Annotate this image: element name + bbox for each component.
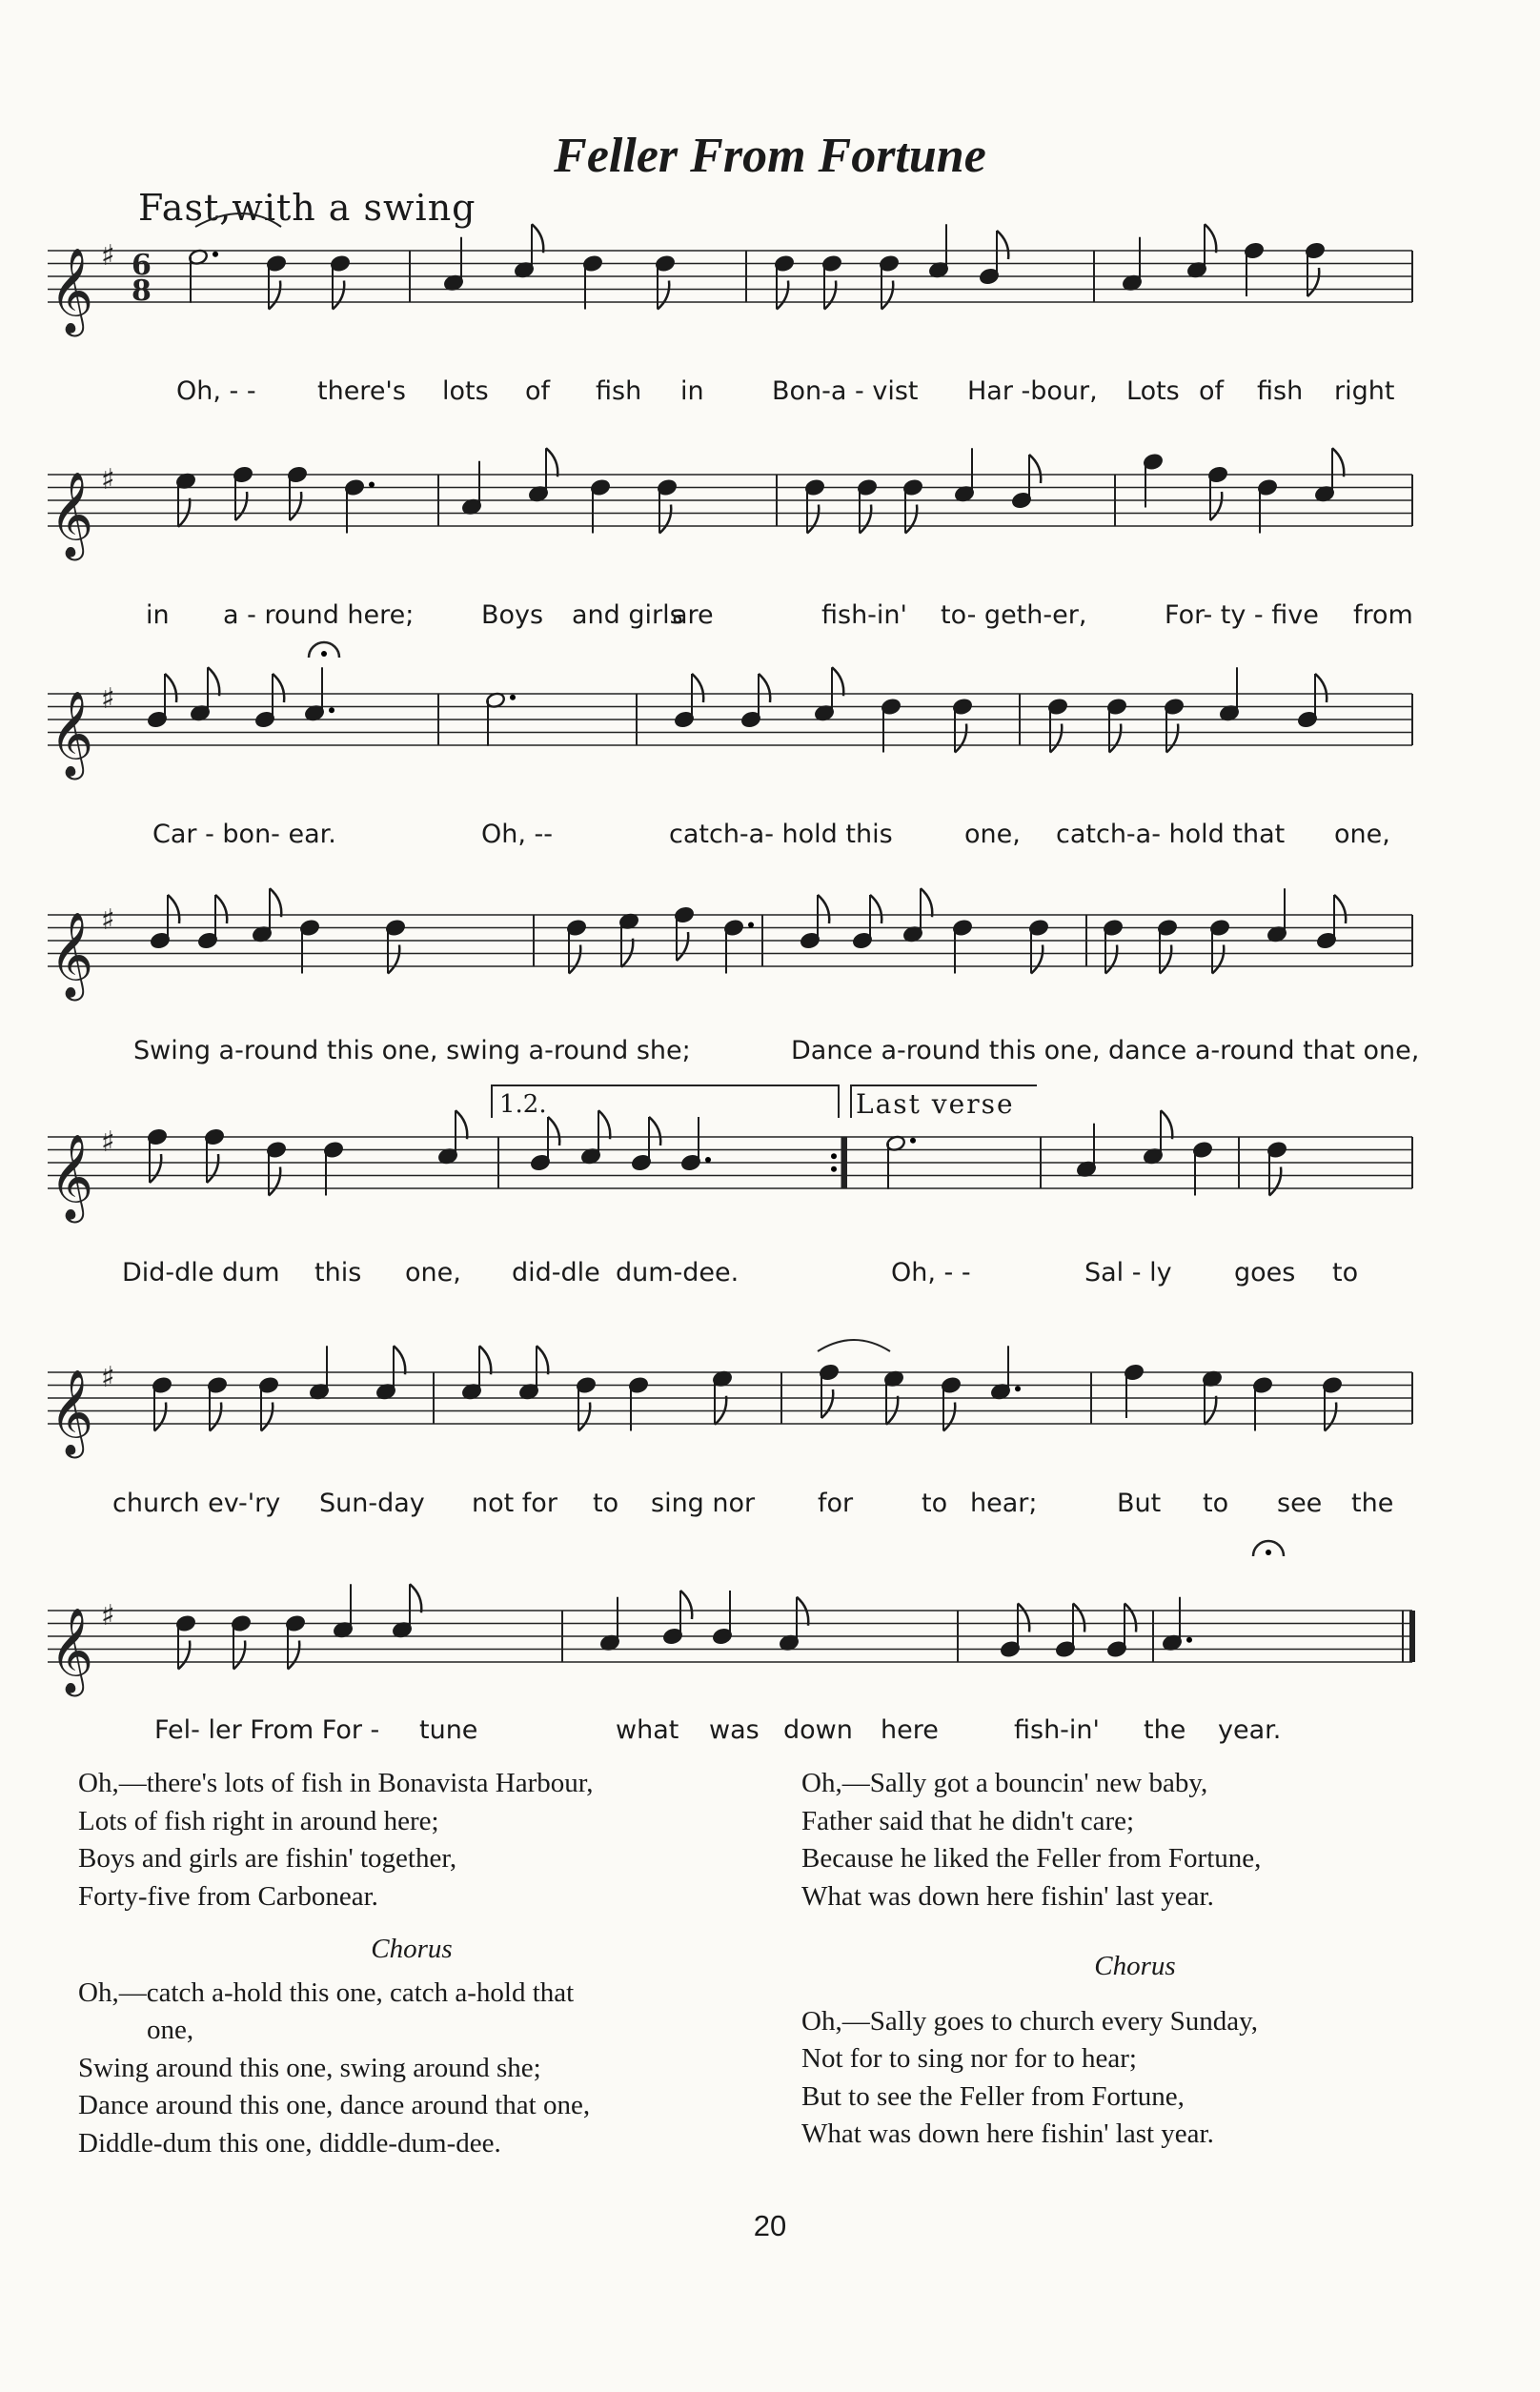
note-flag <box>807 505 819 534</box>
note-flag <box>270 888 281 917</box>
sharp-icon: ♯ <box>101 462 115 497</box>
note-flag <box>537 1346 548 1374</box>
note-flag <box>154 1403 166 1431</box>
lyric-syllable: church ev-'ry <box>112 1489 281 1518</box>
lyric-syllable: Sal - ly <box>1084 1258 1172 1287</box>
note-flag <box>1031 945 1043 974</box>
sharp-icon: ♯ <box>101 238 115 273</box>
treble-clef-icon: 𝄞 <box>50 691 94 777</box>
note-flag <box>905 505 917 534</box>
note-flag <box>290 492 301 520</box>
lyric-syllable: in <box>680 376 704 406</box>
note-flag <box>759 674 770 702</box>
verse-line: Forty-five from Carbonear. <box>78 1880 378 1912</box>
note-flag <box>1073 1604 1084 1632</box>
note-flag <box>215 895 227 923</box>
lyric-syllable: the <box>1351 1489 1394 1518</box>
note-flag <box>288 1641 299 1670</box>
note-flag <box>1125 1604 1136 1632</box>
note-flag <box>921 888 932 917</box>
note-flag <box>273 674 284 702</box>
note-flag <box>821 1389 833 1418</box>
treble-clef-icon: 𝄞 <box>50 912 94 998</box>
lyric-syllable: Oh, - - <box>176 376 256 406</box>
lyric-syllable: did-dle <box>512 1258 600 1287</box>
note-flag <box>881 281 893 310</box>
lyric-syllable: year. <box>1218 1715 1282 1745</box>
note-flag <box>818 895 829 923</box>
lyric-syllable: Sun-day <box>319 1489 425 1518</box>
chorus-line: Not for to sing nor for to hear; <box>801 2043 1137 2074</box>
note-flag <box>479 1346 491 1374</box>
lyric-syllable: Did-dle dum <box>122 1258 280 1287</box>
lyric-syllable: Har -bour, <box>967 376 1098 406</box>
note-flag <box>824 281 836 310</box>
lyric-syllable: for <box>818 1489 854 1518</box>
note-flag <box>394 1346 405 1374</box>
note-flag <box>943 1403 955 1431</box>
note-flag <box>1325 1403 1336 1431</box>
lyric-syllable: not for <box>472 1489 557 1518</box>
note-dot <box>1186 1637 1192 1643</box>
note-flag <box>1212 945 1224 974</box>
sharp-icon: ♯ <box>101 1598 115 1632</box>
note-flag <box>261 1403 273 1431</box>
verse-line: What was down here fishin' last year. <box>801 1880 1214 1912</box>
slur <box>195 213 281 227</box>
note-flag <box>870 895 881 923</box>
chorus-line: Dance around this one, dance around that one, <box>78 2090 591 2120</box>
note-flag <box>1332 448 1344 476</box>
lyric-syllable: Oh, - - <box>891 1258 971 1287</box>
note-dot <box>369 482 375 488</box>
note-dot <box>910 1138 916 1144</box>
song-title: Feller From Fortune <box>554 129 986 183</box>
sharp-icon: ♯ <box>101 902 115 937</box>
note-flag <box>456 1110 467 1139</box>
note-dot <box>510 695 516 700</box>
lyric-syllable: one, <box>405 1258 461 1287</box>
note-flag <box>150 1154 161 1183</box>
note-flag <box>207 1154 218 1183</box>
note-flag <box>388 945 399 974</box>
chorus-label: Chorus <box>1094 1951 1176 1981</box>
verses-right-column <box>801 1765 1469 2154</box>
chorus-line: Oh,—Sally goes to church every Sunday, <box>801 2005 1258 2037</box>
note-flag <box>1210 492 1222 520</box>
lyric-syllable: to <box>1203 1489 1229 1518</box>
lyric-syllable: fish-in' <box>821 600 907 630</box>
treble-clef-icon: 𝄞 <box>50 248 94 334</box>
note-dot <box>748 922 754 928</box>
lyric-syllable: here <box>881 1715 939 1745</box>
lyric-syllable: this <box>314 1258 362 1287</box>
lyric-syllable: in <box>146 600 170 630</box>
lyric-syllable: a - round here; <box>223 600 415 630</box>
tempo-marking: Fast,with a swing <box>138 187 476 229</box>
note-flag <box>1334 895 1346 923</box>
lyric-syllable: from <box>1353 600 1413 630</box>
lyric-syllable: Swing a-round this one, swing a-round she; <box>133 1036 691 1065</box>
note-flag <box>1161 1110 1172 1139</box>
lyric-syllable: tune <box>419 1715 478 1745</box>
note-flag <box>677 932 688 961</box>
lyric-syllable: fish <box>596 376 642 406</box>
note-flag <box>1166 724 1178 753</box>
note-flag <box>165 674 176 702</box>
note-flag <box>955 724 966 753</box>
chorus-line: But to see the Feller from Fortune, <box>801 2080 1185 2112</box>
note-flag <box>210 1403 221 1431</box>
note-flag <box>532 224 543 253</box>
repeat-dot <box>831 1153 837 1159</box>
lyric-syllable: right <box>1334 376 1395 406</box>
note-flag <box>692 674 703 702</box>
lyric-syllable: Dance a-round this one, dance a-round that one, <box>791 1036 1420 1065</box>
lyric-syllable: was <box>709 1715 760 1745</box>
lyric-syllable: there's <box>317 376 406 406</box>
page-number: 20 <box>753 2209 787 2242</box>
volta-last-verse: Last verse <box>856 1088 1015 1120</box>
chorus-right <box>801 2003 1469 2154</box>
verses-left-column <box>78 1765 745 2162</box>
lyric-syllable: of <box>525 376 551 406</box>
lyric-syllable: down <box>783 1715 853 1745</box>
sharp-icon: ♯ <box>101 681 115 716</box>
note-flag <box>1018 1604 1029 1632</box>
sharp-icon: ♯ <box>101 1360 115 1394</box>
lyric-syllable: Oh, -- <box>481 820 554 849</box>
lyric-syllable: Bon-a - vist <box>772 376 919 406</box>
lyric-syllable: Lots <box>1126 376 1180 406</box>
note-flag <box>1050 724 1062 753</box>
lyric-syllable: to <box>922 1489 948 1518</box>
lyric-syllable: to- geth-er, <box>941 600 1087 630</box>
note-flag <box>997 231 1008 259</box>
lyric-syllable: For- ty - five <box>1165 600 1319 630</box>
note-dot <box>705 1157 711 1163</box>
chorus-line: What was down here fishin' last year. <box>801 2118 1214 2149</box>
slur <box>818 1340 890 1351</box>
treble-clef-icon: 𝄞 <box>50 472 94 557</box>
chorus-label: Chorus <box>371 1934 453 1964</box>
chorus-line: Diddle-dum this one, diddle-dum-dee. <box>78 2127 501 2159</box>
fermata-dot <box>1266 1550 1271 1555</box>
chorus-line: Oh,—catch a-hold this one, catch a-hold that <box>78 1976 575 2008</box>
note-flag <box>1105 945 1117 974</box>
lyric-syllable: see <box>1277 1489 1323 1518</box>
note-flag <box>333 281 344 310</box>
verse-line: Father said that he didn't care; <box>801 1805 1135 1836</box>
lyric-syllable: goes <box>1234 1258 1296 1287</box>
treble-clef-icon: 𝄞 <box>50 1369 94 1455</box>
lyric-syllable: lots <box>442 376 489 406</box>
note-flag <box>658 281 669 310</box>
verse-line: Lots of fish right in around here; <box>78 1805 439 1836</box>
note-flag <box>777 281 788 310</box>
lyric-syllable: Boys <box>481 600 544 630</box>
note-flag <box>1029 455 1041 483</box>
lyric-syllable: fish <box>1257 376 1304 406</box>
lyric-syllable: and girls <box>572 600 683 630</box>
treble-clef-icon: 𝄞 <box>50 1608 94 1693</box>
verse-right <box>801 1765 1469 1916</box>
lyric-syllable: Car - bon- ear. <box>152 820 336 849</box>
note-flag <box>659 505 671 534</box>
note-flag <box>832 667 843 696</box>
chorus-line: one, <box>147 2015 194 2045</box>
lyric-syllable: Fel- ler From For - <box>154 1715 380 1745</box>
time-signature-bottom: 8 <box>132 274 152 308</box>
note-flag <box>680 1591 692 1619</box>
note-flag <box>235 492 247 520</box>
note-flag <box>548 1117 559 1145</box>
treble-clef-icon: 𝄞 <box>50 1134 94 1220</box>
time-signature-top: 6 <box>132 249 152 282</box>
lyric-syllable: the <box>1144 1715 1186 1745</box>
note-dot <box>329 707 334 713</box>
note-flag <box>1269 1167 1281 1196</box>
lyric-syllable: But <box>1117 1489 1162 1518</box>
lyric-syllable: to <box>1332 1258 1359 1287</box>
sharp-icon: ♯ <box>101 1125 115 1159</box>
fermata-dot <box>321 651 327 657</box>
lyric-syllable: one, <box>964 820 1021 849</box>
chorus-left <box>78 1975 745 2163</box>
note-flag <box>410 1584 421 1612</box>
lyric-syllable: sing nor <box>651 1489 756 1518</box>
verse-line: Boys and girls are fishin' together, <box>78 1843 457 1874</box>
note-flag <box>1205 224 1216 253</box>
lyric-syllable: dum-dee. <box>616 1258 740 1287</box>
lyric-syllable: one, <box>1334 820 1390 849</box>
chorus-line: Swing around this one, swing around she; <box>78 2052 541 2083</box>
note-flag <box>649 1117 660 1145</box>
lyric-syllable: are <box>672 600 714 630</box>
note-flag <box>1160 945 1171 974</box>
lyric-syllable: what <box>616 1715 679 1745</box>
note-flag <box>233 1641 245 1670</box>
note-flag <box>269 281 280 310</box>
lyric-syllable: to <box>593 1489 619 1518</box>
repeat-dot <box>831 1166 837 1172</box>
lyric-syllable: fish-in' <box>1014 1715 1100 1745</box>
note-flag <box>860 505 871 534</box>
note-flag <box>578 1403 590 1431</box>
note-dot <box>1015 1386 1021 1391</box>
verse-line: Because he liked the Feller from Fortune, <box>801 1843 1262 1874</box>
verse-line: Oh,—Sally got a bouncin' new baby, <box>801 1768 1208 1798</box>
note-dot <box>213 252 218 257</box>
note-flag <box>178 1641 190 1670</box>
note-flag <box>546 448 557 476</box>
lyric-syllable: catch-a- hold this <box>669 820 893 849</box>
lyric-syllable: hear; <box>970 1489 1038 1518</box>
lyric-syllable: catch-a- hold that <box>1056 820 1286 849</box>
note-flag <box>269 1167 280 1196</box>
lyric-syllable: of <box>1199 376 1225 406</box>
verse-left <box>78 1765 745 1916</box>
note-flag <box>168 895 179 923</box>
note-flag <box>1307 268 1319 296</box>
volta-first-ending: 1.2. <box>499 1090 547 1119</box>
verse-line: Oh,—there's lots of fish in Bonavista Harbour, <box>78 1768 594 1798</box>
note-flag <box>208 667 219 696</box>
note-flag <box>1109 724 1121 753</box>
note-flag <box>598 1110 610 1139</box>
note-flag <box>1315 674 1327 702</box>
note-flag <box>569 945 580 974</box>
